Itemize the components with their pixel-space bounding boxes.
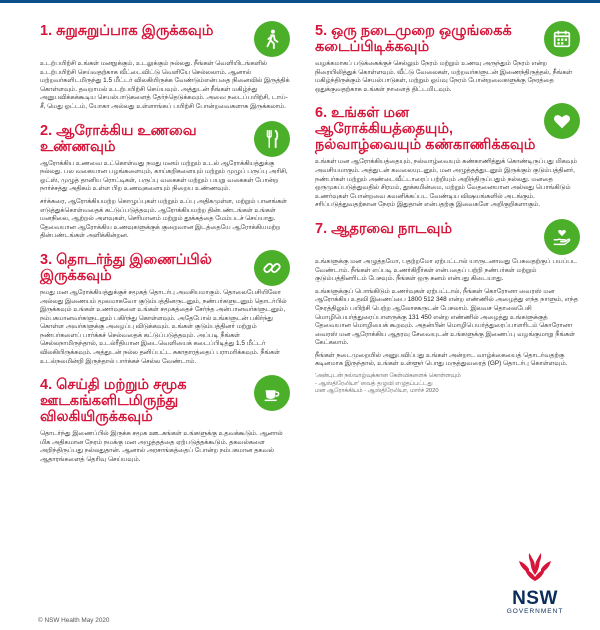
section-6 (315, 103, 580, 210)
fork-knife-icon (254, 121, 290, 157)
quote-line-3: மன ஆரோக்கியம் - ஆஸ்திரேலியா, மார்ச் 2020 (315, 388, 439, 395)
section-4-text: தொடர்ந்து இணைப்பில் இருக்க சமூக ஊடகங்கள் உங்களுக்கு உதவக்கூடும். ஆனால் மிக அதிகமான நேரம் நமக்கு மன அழுத்தத்தை ஏற்படுத்தக்கூடும். தகவல்களை அறிந்திருப்பது நல்லதுதான். ஆனால் அரசாங்கத்தைப் போன்ற நம்பகமான தகவல் ஆதாரங்களைத் தெரிவு செய்யவும். (40, 430, 283, 464)
section-3-title: 3. தொடர்ந்து இணைப்பில் இருக்கவும் (40, 251, 212, 284)
section-5 (315, 21, 580, 94)
waratah-flower-icon (513, 551, 557, 585)
section-3 (40, 250, 290, 366)
section-5-title: 5. ஒரு நடைமுறை ஒழுங்கைக் கடைப்பிடிக்கவும் (315, 23, 512, 55)
quote-line-1: 'அன்புடன் நல்வாழ்வுக்கான கேள்விகளைக் கொள்ளவும் (315, 373, 461, 380)
hand-heart-icon (544, 219, 580, 255)
section-2-text-2: சர்க்கரை, ஆரோக்கியமற்ற கொழுப்புகள் மற்றும் உப்பு அதிகமுள்ள, மற்றும் பானங்கள் எடுத்துக்கொள்வதைக் கட்டுப்படுத்தவும். ஆரோக்கியமற்ற தின்பண்டங்கள் உங்கள் மனநிலை, ஆற்றல் அளவுகள், செரிமானம் மற்றும் தூக்கத்தை மேம்படச் செய்யாது. தேவையான ஆரோக்கிய உணவுகளுக்குக் குறைவான இடத்தையே ஆரோக்கியமற்ற தின்பண்டங்கள் அளிக்கின்றன. (40, 197, 287, 240)
section-1-title: 1. சுறுசுறுப்பாக இருக்கவும் (40, 23, 214, 39)
section-2-title: 2. ஆரோக்கிய உணவை உண்ணவும் (40, 122, 197, 155)
section-2-text-1: ஆரோக்கிய உணவை உட்கொள்வது நமது மனம் மற்றும் உடல் ஆரோக்கியத்துக்கு நல்லது. பல வகையான பழங்களையும், காய்கறிகளையும் மற்றும் முழுப் பருப்பு அரிசி, ஓட்ஸ், முழுத் தானிய ரொட்டிகள், பருப்பு வகைகள் மற்றும் பயறு வகைகள் போன்ற நார்ச்சத்து அதிகம் உள்ள பிற உணவுகளையும் நிறைய உண்ணவும். (40, 159, 288, 193)
coffee-cup-icon (254, 375, 290, 411)
section-5-text: வழக்கமாகப் படுக்கைக்குச் செல்லும் நேரம் மற்றும் உணவு அருந்தும் நேரம் என்ற நிரையிலித்துக் கொள்ளவும். வீட்டு வேலைகள், மற்றவர்களுடன் இணைந்திருத்தல், நீங்கள் மகிழ்ந்திருக்கும் செயல்பாடுகள், மற்றும் ஓய்வு நேரம் போன்றவைகளுக்கு நேரத்தை ஒதுக்குவதற்காக உங்கள் நாளைத் திட்டமிடவும். (315, 60, 573, 93)
logo-nsw-text: NSW (512, 588, 558, 609)
right-column (315, 21, 580, 405)
quote-line-2: - ஆஸ்திரேலியா' வைத் தழுவி எழுதப்பட்டது (315, 380, 433, 387)
heart-icon (544, 103, 580, 139)
section-6-text: உங்கள் மன ஆரோக்கியத்தையும், நல்வாழ்வையும் கண்காணித்துக் கொண்டிருப்பது மிகவும் அவசியமாகும். அத்துடன் கவலையுடனும், மன அழுத்தத்துடனும் இருக்கும் குடும்பத்தினர், நண்பர்கள் மற்றும் அண்டைவீட்டாரைப் பற்றியும் அறிந்திருப்பதும் நல்லது. மனதை ஒருமுகப்படுத்துவதில் சிரமம், தூக்கமின்மை, மற்றும் வேதனையான அல்லது பொங்கிடும் உணர்வுகள் போன்றவை கவனிக்கப்பட வேண்டிய விஷயங்களில் அடங்கும். சரிப்படுத்துவதற்கான நேரம் இதுதான் என்பதற்கு இவைகளே அறிகுறிகளாகும். (315, 158, 578, 209)
section-1 (40, 21, 290, 112)
section-4-title: 4. செய்தி மற்றும் சமூக ஊடகங்களிடமிருந்து விலகியிருக்கவும் (40, 377, 187, 426)
logo-government-text: GOVERNMENT (506, 608, 564, 615)
copyright-footer: © NSW Health May 2020 (38, 617, 110, 624)
nsw-government-logo (495, 551, 575, 615)
walking-person-icon (254, 21, 290, 57)
calendar-icon (544, 21, 580, 57)
section-7-title: 7. ஆதரவை நாடவும் (315, 220, 452, 237)
left-column (40, 21, 290, 474)
section-7-text-3: நீங்கள் நடைமுறையில் அனுபவிப்பது உங்கள் அன்றாட வாழ்க்கையைத் தொடர்வதற்கு கடினமாக இருந்தால், உங்கள் உள்ளூர் பொது மருத்துவரைத் (GP) தொடர்பு கொள்ளவும். (315, 351, 568, 368)
section-3-text: நமது மன ஆரோக்கியத்துக்குச் சமூகத் தொடர்பு அவசியமாகும். தொலைபேசியிலோ அல்லது இணையம் மூலமாகவோ குடும்பத்தினருடனும், நண்பர்களுடனும் தொடர்பில் இருக்கவும் உங்கள் உணர்வுகளை உங்கள் சமூகத்தைச் சேர்ந்த அன்பானவர்களுடனும், நம்பகமானவர்களுடனும் பகிர்ந்து கொள்ளவும். அதேபோல் உங்களுடன் பகிர்ந்து கொள்ள அவர்களுக்கு அழைப்பு விடுக்கவும். உங்கள் குடும்பத்தினர் மற்றும் நண்பர்களைப் பார்க்கச் செல்வதைக் கட்டுப்படுத்தவும். அப்படி நீங்கள் செல்லநாமிருந்தால், உடல்ரீதியான இடைவெளியைக் கடைப்பிடித்து 1.5 மீட்டர் விலகியிருக்கவும். அத்துடன் நல்ல தனிப்பட்ட சுகாதாரத்தைப் பராமரிக்கவும். நீங்கள் உடல்நலமின்றி இருந்தால் பார்க்கச் செல்ல வேண்டாம். (40, 288, 287, 365)
section-1-text: உடற்பயிற்சி உங்கள் மனநுக்கும், உடலுக்கும் நல்லது. நீங்கள் வெளியிடங்களில் உடற்பயிற்சி செய்வதற்காக வீட்டைவிட்டு வெளியே செல்லலாம். ஆனால் மற்றவர்களிடமிருந்து 1.5 மீட்டர் விலகியிருக்க வேண்டும்என்பதை நினைவில் இருத்திக் கொள்ளவும். தவறாமல் உடற்பயிற்சி செய்யவும். அத்துடன் நீங்கள் மகிழ்ந்து அனுபவிக்கக்கூடிய செயல்பாடுகளைத் தேர்ந்தெடுக்கவும். அவை நடைப்பயிற்சி, டாய்-சீ, மெது ஓட்டம், யோகா அல்லது உள்ளாங்கப் பயிற்சி போன்றவைகளாக இருக்கலாம். (40, 60, 290, 110)
source-quote (315, 373, 580, 396)
section-6-title: 6. உங்கள் மன ஆரோக்கியத்தையும், நல்வாழ்வையும் கண்காணிக்கவும் (315, 105, 536, 154)
section-4 (40, 375, 290, 464)
section-7-text-2: உங்களுக்குப் பொங்கிடும் உணர்வுகள் ஏற்பட்டால், நீங்கள் கொரோனா வைரஸ் மன ஆரோக்கிய உதவி இணைப்பை 1800 512 348 என்ற எண்ணில் அழைத்து எந்த நாளும், எந்த நேரத்திலும் பயிற்சி பெற்ற ஆலோசகருடன் பேசலாம். இலவச தொலைபேசி மொழிபெயர்த்துரைப்பாளருக்கு 131 450 என்ற எண்ணில் அழைத்து உங்களுக்குத் தேவையான மொழியைக் கூறவும். அதன்பின் மொழிபெயர்த்துரைப்பாளரிடம் கொரோனா வைரஸ் மன ஆரோக்கிய ஆதரவு சேவையுடன் உங்களுக்கு இணைப்பு வழங்குமாறு நீங்கள் கேட்கலாம். (315, 287, 578, 347)
chain-link-icon (254, 250, 290, 286)
section-2 (40, 121, 290, 241)
section-7-text-1: உங்களுக்கு மன அழுத்தமோ, பதற்றமோ ஏற்பட்டால் யாருடனாவது பேசுவதற்குப் பயப்பட வேண்டாம். நீங்கள் எப்படி உணர்கிறீர்கள் என்பதைப் பற்றி நண்பர்கள் மற்றும் குடும்பத்தினரிடம் பேசவும். நீங்கள் ஒரு கனம் என்பது கிடையாது. (315, 257, 578, 283)
section-7 (315, 219, 580, 396)
